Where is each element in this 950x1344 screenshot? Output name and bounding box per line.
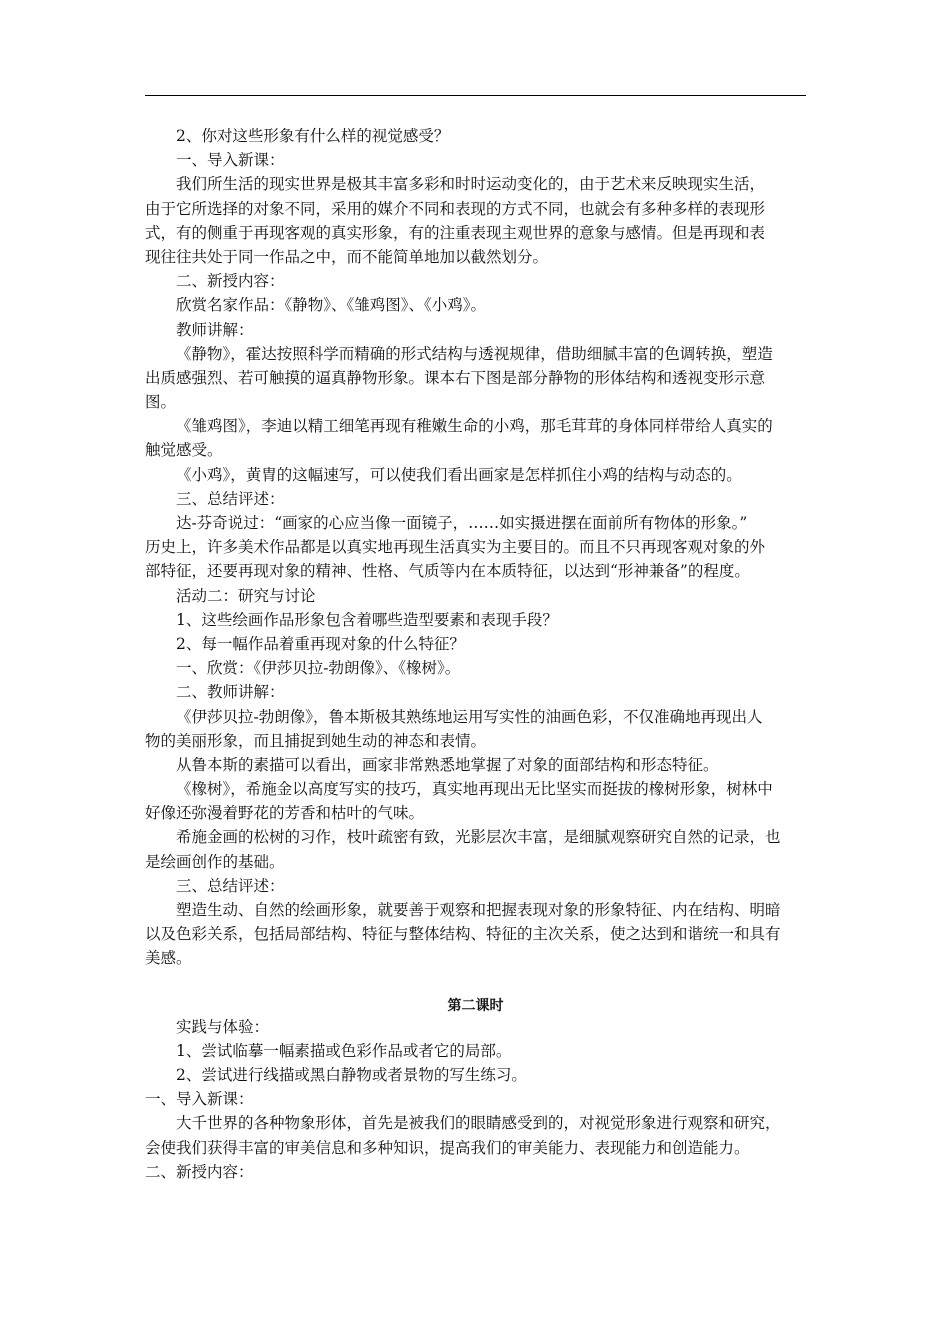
text-line: 物的美丽形象，而且捕捉到她生动的神态和表情。 xyxy=(145,731,487,750)
text-line: 希施金画的松树的习作，枝叶疏密有致，光影层次丰富，是细腻观察研究自然的记录，也 xyxy=(176,828,781,847)
text-line: 2、每一幅作品着重再现对象的什么特征？ xyxy=(176,634,465,653)
text-line: 三、总结评述： xyxy=(176,876,285,895)
text-line: 2、你对这些形象有什么样的视觉感受？ xyxy=(176,127,450,145)
text-line: 部特征，还要再现对象的精神、性格、气质等内在本质特征，以达到“形神兼备”的程度。 xyxy=(145,562,750,581)
text-line: 《雏鸡图》，李迪以精工细笔再现有稚嫩生命的小鸡，那毛茸茸的身体同样带给人真实的 xyxy=(176,417,773,436)
header-rule xyxy=(145,95,806,96)
text-line: 美感。 xyxy=(145,949,192,968)
text-line: 二、新授内容： xyxy=(145,1162,254,1181)
text-line: 好像还弥漫着野花的芳香和枯叶的气味。 xyxy=(145,804,425,823)
text-line: 以及色彩关系，包括局部结构、特征与整体结构、特征的主次关系，使之达到和谐统一和具有 xyxy=(145,925,781,944)
text-line: 出质感强烈、若可触摸的逼真静物形象。课本右下图是部分静物的形体结构和透视变形示意 xyxy=(145,368,766,387)
text-line: 教师讲解： xyxy=(176,320,254,339)
text-line: 由于它所选择的对象不同，采用的媒介不同和表现的方式不同，也就会有多种多样的表现形 xyxy=(145,199,766,218)
text-line: 《伊莎贝拉-勃朗像》，鲁本斯极其熟练地运用写实性的油画色彩，不仅准确地再现出人 xyxy=(176,707,763,726)
text-line: 实践与体验： xyxy=(176,1017,270,1036)
text-line: 三、总结评述： xyxy=(176,489,285,508)
lesson-part-one xyxy=(145,124,806,971)
text-line: 一、导入新课： xyxy=(176,151,285,170)
text-line: 欣赏名家作品：《静物》、《雏鸡图》、《小鸡》。 xyxy=(176,296,487,315)
text-line: 2、尝试进行线描或黑白静物或者景物的写生练习。 xyxy=(176,1065,527,1084)
text-line: 现往往共处于同一作品之中，而不能简单地加以截然划分。 xyxy=(145,247,549,266)
text-line: 是绘画创作的基础。 xyxy=(145,852,285,871)
text-line: 活动二：研究与讨论 xyxy=(176,586,316,605)
text-line: 触觉感受。 xyxy=(145,441,223,460)
text-line: 二、新授内容： xyxy=(176,272,285,291)
text-line: 一、导入新课： xyxy=(145,1090,254,1109)
text-line: 《小鸡》，黄胄的这幅速写，可以使我们看出画家是怎样抓住小鸡的结构与动态的。 xyxy=(176,465,742,484)
text-line: 会使我们获得丰富的审美信息和多种知识，提高我们的审美能力、表现能力和创造能力。 xyxy=(145,1138,750,1157)
section-heading: 第二课时 xyxy=(447,997,504,1014)
text-line: 1、尝试临摹一幅素描或色彩作品或者它的局部。 xyxy=(176,1041,512,1060)
text-line: 历史上，许多美术作品都是以真实地再现生活真实为主要目的。而且不只再现客观对象的外 xyxy=(145,538,766,557)
text-line: 图。 xyxy=(145,393,177,412)
text-line: 1、这些绘画作品形象包含着哪些造型要素和表现手段？ xyxy=(176,610,558,629)
text-line: 式，有的侧重于再现客观的真实形象，有的注重表现主观世界的意象与感情。但是再现和表 xyxy=(145,223,766,242)
lesson-part-two xyxy=(145,1015,806,1184)
document-body xyxy=(145,124,806,1184)
text-line: 大千世界的各种物象形体，首先是被我们的眼睛感受到的，对视觉形象进行观察和研究， xyxy=(176,1114,781,1133)
text-line: 二、教师讲解： xyxy=(176,683,285,702)
text-line: 从鲁本斯的素描可以看出，画家非常熟悉地掌握了对象的面部结构和形态特征。 xyxy=(176,755,719,774)
text-line: 塑造生动、自然的绘画形象，就要善于观察和把握表现对象的形象特征、内在结构、明暗 xyxy=(176,901,781,919)
text-line: 达-芬奇说过：“画家的心应当像一面镜子，……如实摄进摆在面前所有物体的形象。” xyxy=(176,514,748,532)
text-line: 《静物》，霍达按照科学而精确的形式结构与透视规律，借助细腻丰富的色调转换，塑造 xyxy=(176,344,773,363)
text-line: 一、欣赏：《伊莎贝拉-勃朗像》、《橡树》。 xyxy=(176,659,461,678)
text-line: 《橡树》，希施金以高度写实的技巧，真实地再现出无比坚实而挺拔的橡树形象，树林中 xyxy=(176,780,773,799)
text-line: 我们所生活的现实世界是极其丰富多彩和时时运动变化的，由于艺术来反映现实生活， xyxy=(176,175,766,194)
